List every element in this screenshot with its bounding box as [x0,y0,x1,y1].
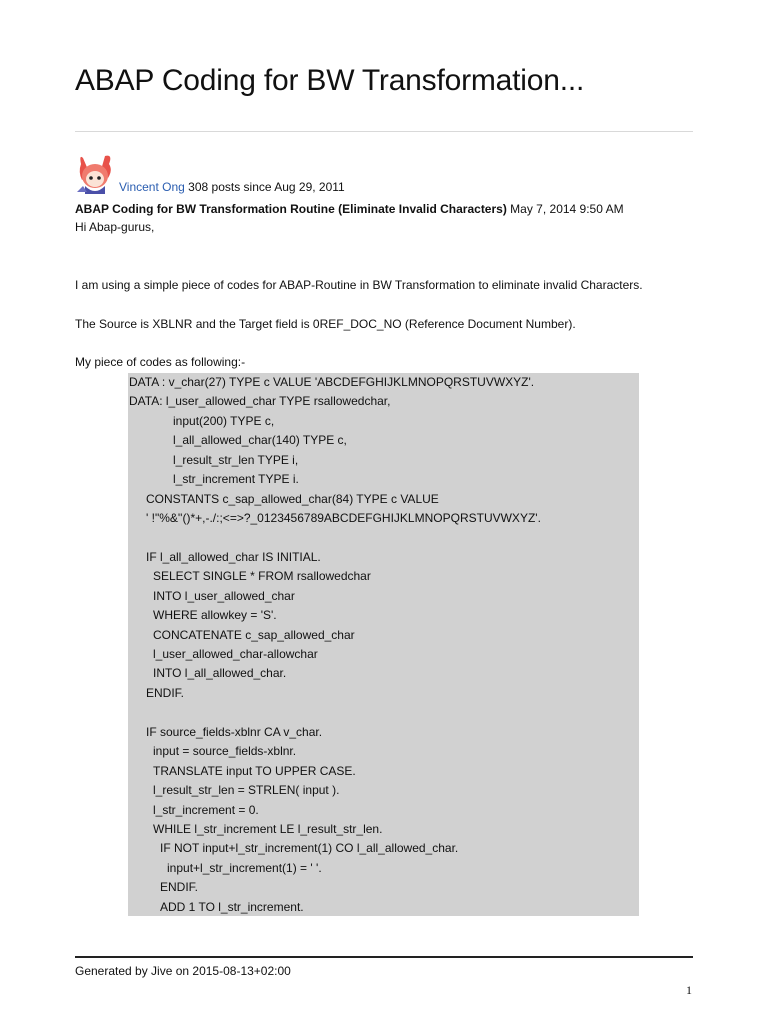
code-line: l_all_allowed_char(140) TYPE c, [173,433,347,447]
code-line: TRANSLATE input TO UPPER CASE. [153,764,356,778]
code-line: ENDIF. [160,880,199,894]
code-block [128,373,639,916]
code-line: CONCATENATE c_sap_allowed_char [153,628,355,642]
code-line: l_result_str_len TYPE i, [173,453,299,467]
page-number: 1 [686,983,692,997]
footer-generated: Generated by Jive on 2015-08-13+02:00 [75,964,291,978]
author-line [119,180,345,194]
code-line: ENDIF. [146,686,185,700]
post-timestamp: May 7, 2014 9:50 AM [510,202,624,216]
post-header [75,202,624,216]
code-line: IF NOT input+l_str_increment(1) CO l_all_allowed_char. [160,841,459,855]
code-line: CONSTANTS c_sap_allowed_char(84) TYPE c VALUE [146,492,439,506]
author-stats: 308 posts since Aug 29, 2011 [188,180,345,194]
footer-divider [75,956,693,958]
post-paragraph: The Source is XBLNR and the Target field is 0REF_DOC_NO (Reference Document Number). [75,317,576,331]
code-line: WHILE l_str_increment LE l_result_str_len. [153,822,383,836]
code-line: l_result_str_len = STRLEN( input ). [153,783,340,797]
code-line: ' !"%&''()*+,-./:;<=>?_0123456789ABCDEFGHIJKLMNOPQRSTUVWXYZ'. [146,511,541,525]
code-line: l_str_increment TYPE i. [173,472,299,486]
post-paragraph: I am using a simple piece of codes for ABAP-Routine in BW Transformation to eliminate invalid Characters. [75,278,643,292]
avatar-icon[interactable] [75,152,117,194]
post-subject: ABAP Coding for BW Transformation Routine (Eliminate Invalid Characters) [75,202,507,216]
code-line: input(200) TYPE c, [173,414,275,428]
post-paragraph: My piece of codes as following:- [75,355,246,369]
code-line: INTO l_all_allowed_char. [153,666,287,680]
code-line: l_user_allowed_char-allowchar [153,647,318,661]
code-line: input = source_fields-xblnr. [153,744,297,758]
post-greeting: Hi Abap-gurus, [75,220,155,234]
title-divider [75,131,693,132]
code-line: input+l_str_increment(1) = ' '. [167,861,322,875]
code-line: l_str_increment = 0. [153,803,259,817]
code-line: INTO l_user_allowed_char [153,589,295,603]
code-line: IF l_all_allowed_char IS INITIAL. [146,550,321,564]
page-title: ABAP Coding for BW Transformation... [75,64,585,97]
code-line: ADD 1 TO l_str_increment. [160,900,304,914]
code-line: IF source_fields-xblnr CA v_char. [146,725,323,739]
code-line: WHERE allowkey = 'S'. [153,608,277,622]
author-name-link[interactable]: Vincent Ong [119,180,185,194]
code-line: DATA : v_char(27) TYPE c VALUE 'ABCDEFGHIJKLMNOPQRSTUVWXYZ'. [129,375,535,389]
code-line: DATA: l_user_allowed_char TYPE rsallowedchar, [129,394,391,408]
code-line: SELECT SINGLE * FROM rsallowedchar [153,569,371,583]
